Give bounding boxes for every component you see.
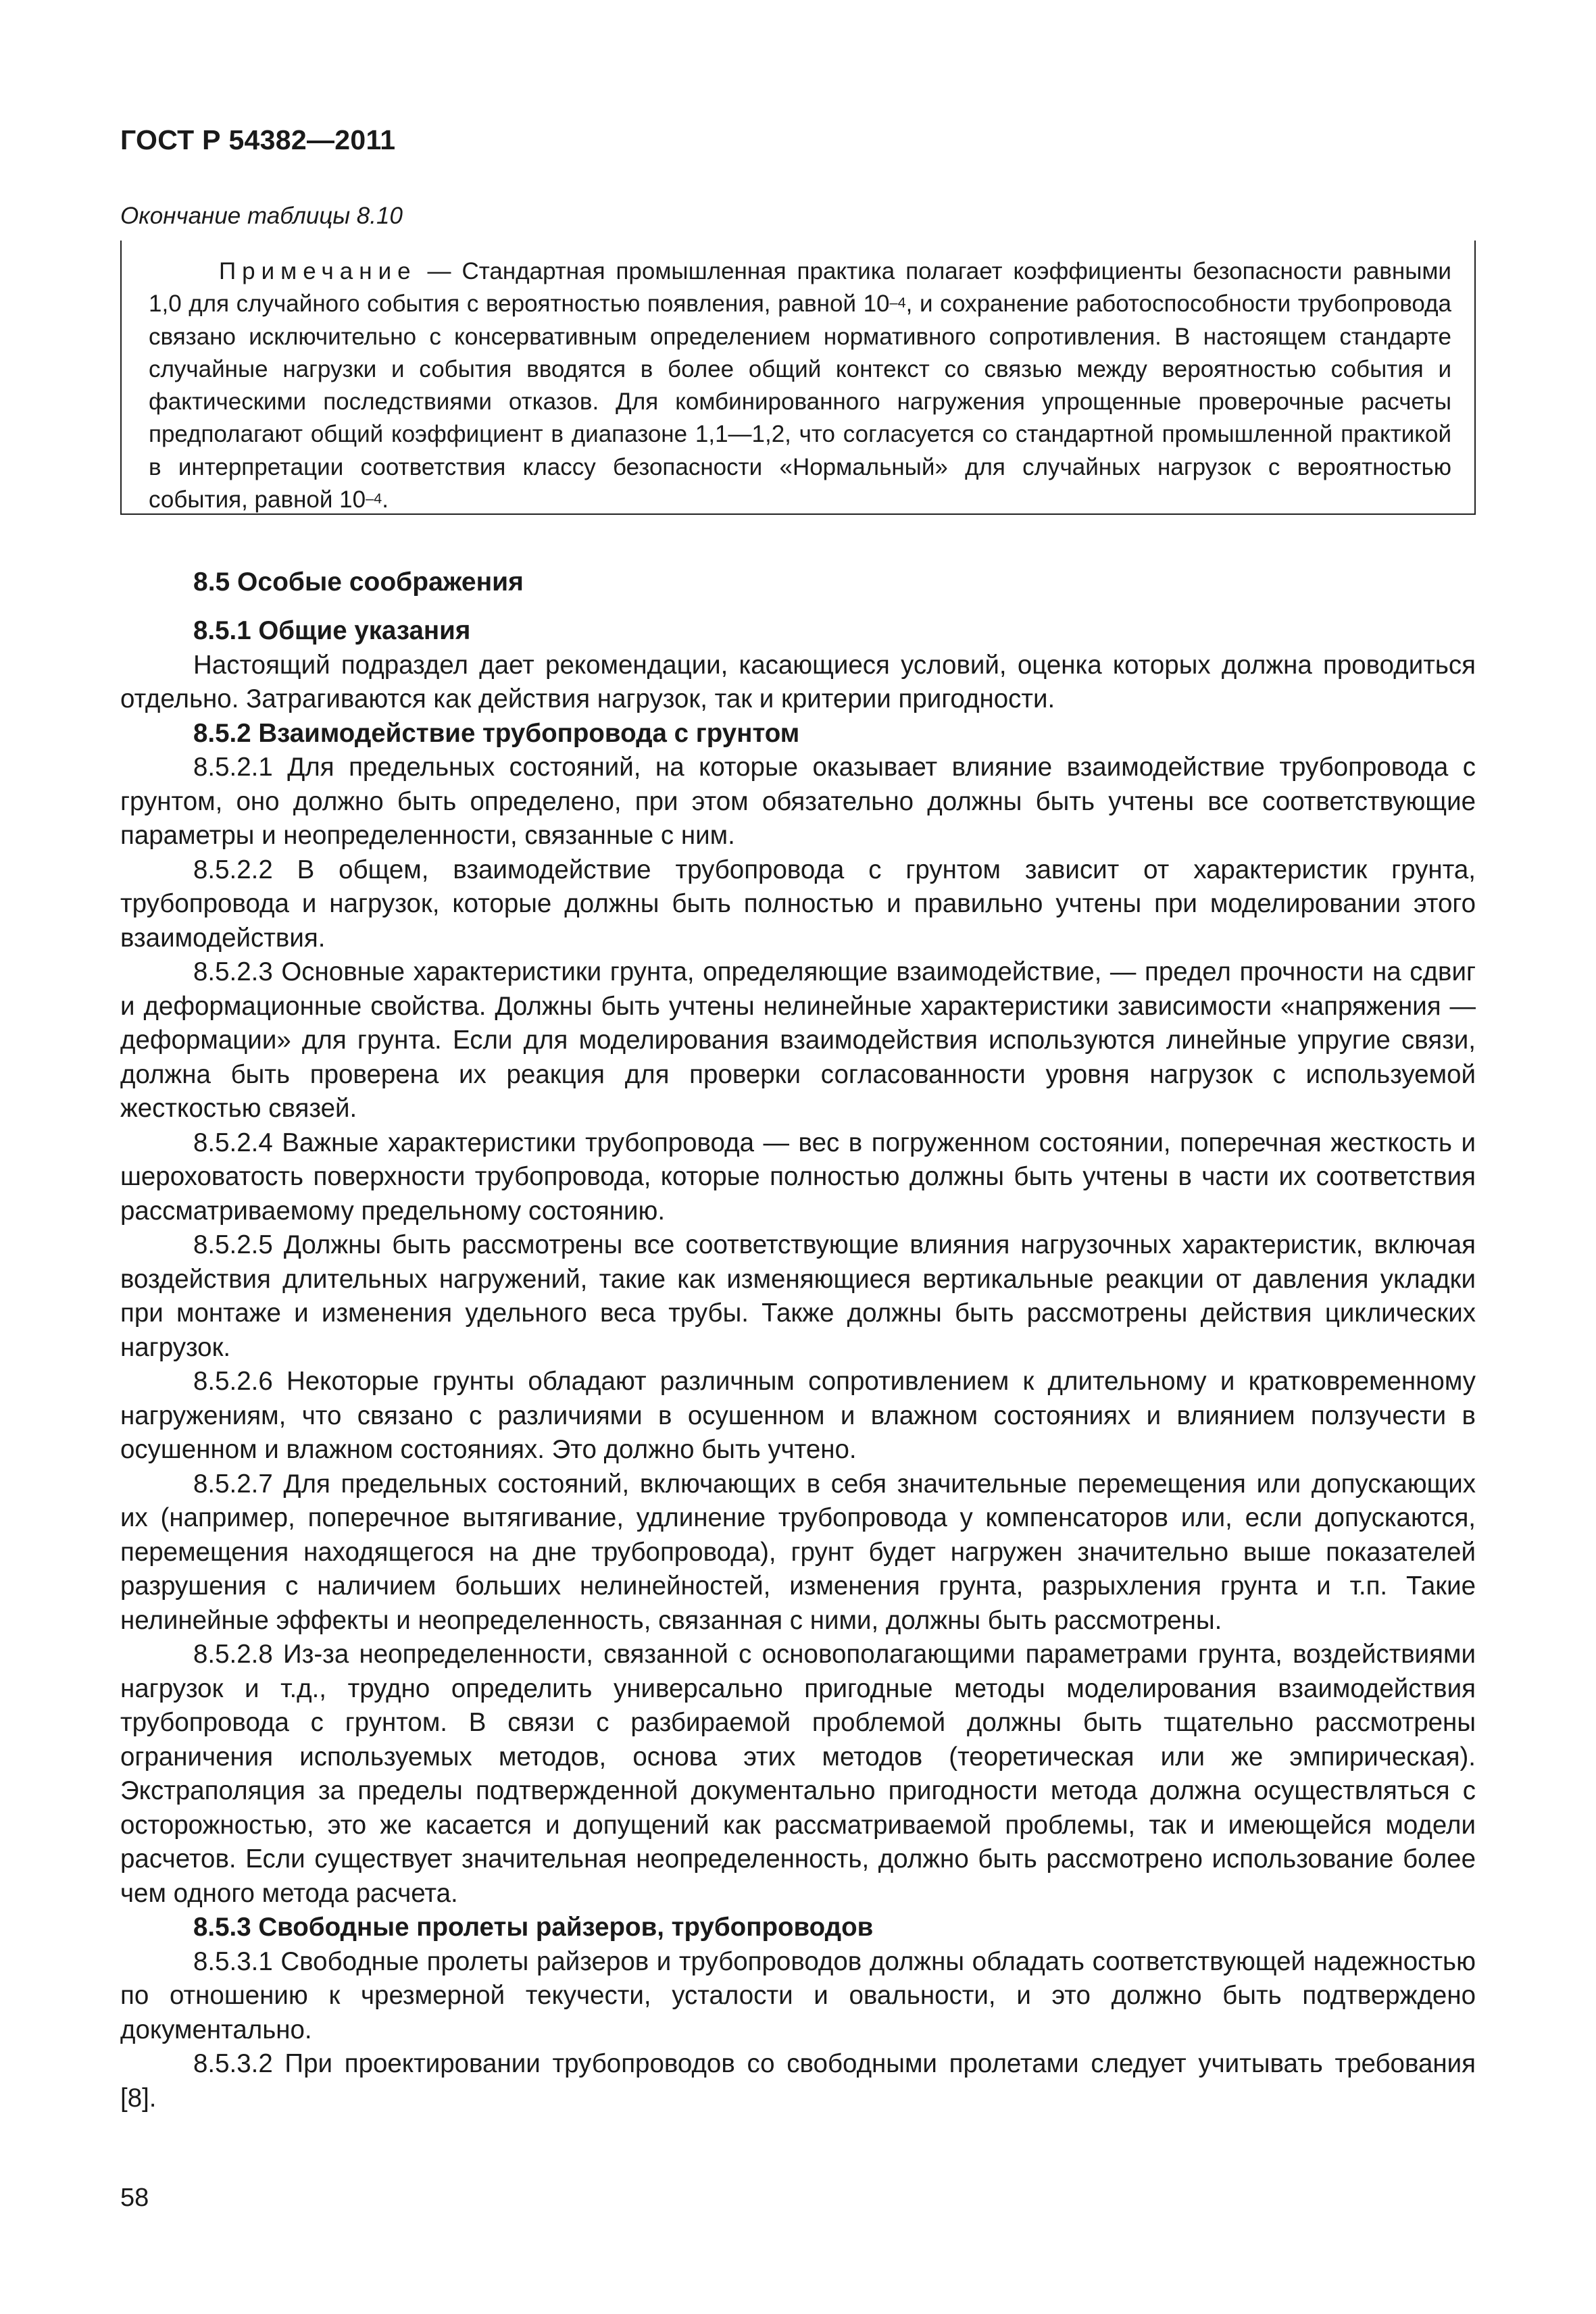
subsection-heading-8-5-1: 8.5.1 Общие указания [193,616,471,645]
paragraph-8-5-3-2: 8.5.3.2 При проектировании трубопроводов со свободными пролетами следует учитывать требования [8]. [120,2049,1476,2113]
paragraph-8-5-2-8: 8.5.2.8 Из-за неопределенности, связанной с основополагающими параметрами грунта, воздействиями нагрузок и т.д., трудно определить универсально пригодные методы моделирования взаимодействия трубопровода с грунтом. В связи с разбираемой проблемой должны быть тщательно рассмотрены ограничения используемых методов, основа этих методов (теоретическая или же эмпирическая). Экстраполяция за пределы подтвержденной документально пригодности метода должна осуществляться с осторожностью, это же касается и допущений как рассматриваемой проблемы, так и имеющейся модели расчетов. Если существует значительная неопределенность, должно быть рассмотрено использование более чем одного метода расчета. [120,1640,1476,1908]
paragraph-8-5-2-3: 8.5.2.3 Основные характеристики грунта, определяющие взаимодействие, — предел прочности на сдвиг и деформационные свойства. Должны быть учтены нелинейные характеристики зависимости «напряжения — деформации» для грунта. Если для моделирования взаимодействия используются линейные упругие связи, должна быть проверена их реакция для проверки согласованности уровня нагрузок с используемой жесткостью связей. [120,957,1476,1123]
subsection-heading-8-5-3: 8.5.3 Свободные пролеты райзеров, трубопроводов [193,1913,874,1942]
note-text-part: — Стандартная промышленная практика полагает коэффициенты безопасности равными 1,0 для случайного события с вероятностью появления, равной 10 [149,258,1451,318]
paragraph-8-5-2-6: 8.5.2.6 Некоторые грунты обладают различным сопротивлением к длительному и кратковременному нагружениям, что связано с различиями в осушенном и влажном состояниях и влиянием ползучести в осушенном и влажном состояниях. Это должно быть учтено. [120,1367,1476,1464]
section-heading: 8.5 Особые соображения [193,568,524,597]
paragraph-8-5-2-1: 8.5.2.1 Для предельных состояний, на которые оказывает влияние взаимодействие трубопровода с грунтом, оно должно быть определено, при этом обязательно должны быть учтены все соответствующие параметры и неопределенности, связанные с ним. [120,753,1476,850]
document-code: ГОСТ Р 54382—2011 [120,124,396,155]
subsection-heading-8-5-2: 8.5.2 Взаимодействие трубопровода с грунтом [193,718,800,748]
note-text-part: . [382,486,389,513]
table-note [149,255,1451,516]
note-text-part: , и сохранение работоспособности трубопровода связано исключительно с консервативным определением нормативного сопротивления. В настоящем стандарте случайные нагрузки и события вводятся в более общий контекст со связью между вероятностью события и фактическими последствиями отказов. Для комбинированного нагружения упрощенные проверочные расчеты предполагают общий коэффициент в диапазоне 1,1—1,2, что согласуется со стандартной промышленной практикой в интерпретации соответствия классу безопасности «Нормальный» для случайных нагрузок с вероятностью события, равной 10 [149,291,1451,513]
paragraph-8-5-3-1: 8.5.3.1 Свободные пролеты райзеров и трубопроводов должны обладать соответствующей надежностью по отношению к чрезмерной текучести, усталости и овальности, и это должно быть подтверждено документально. [120,1946,1476,2044]
paragraph-8-5-2-4: 8.5.2.4 Важные характеристики трубопровода — вес в погруженном состоянии, поперечная жесткость и шероховатость поверхности трубопровода, которые полностью должны быть учтены в части их соответствия рассматриваемому предельному состоянию. [120,1128,1476,1226]
note-label: Примечание [219,258,417,284]
paragraph-8-5-2-7: 8.5.2.7 Для предельных состояний, включающих в себя значительные перемещения или допускающих их (например, поперечное вытягивание, удлинение трубопровода у компенсаторов или, если допускаются, перемещения находящегося на дне трубопровода), грунт будет нагружен значительно выше показателей разрушения с наличием больших нелинейностей, изменения грунта, разрыхления грунта и т.п. Такие нелинейные эффекты и неопределенность, связанная с ними, должны быть рассмотрены. [120,1469,1476,1635]
section-8-5 [120,565,1476,2115]
paragraph-8-5-2-5: 8.5.2.5 Должны быть рассмотрены все соответствующие влияния нагрузочных характеристик, включая воздействия длительных нагружений, такие как изменяющиеся вертикальные реакции от давления укладки при монтаже и изменения удельного веса трубы. Также должны быть рассмотрены действия циклических нагрузок. [120,1230,1476,1362]
note-exponent: –4 [366,489,382,507]
note-exponent: –4 [889,293,906,311]
paragraph-8-5-1: Настоящий подраздел дает рекомендации, касающиеся условий, оценка которых должна проводиться отдельно. Затрагиваются как действия нагрузок, так и критерии пригодности. [120,650,1476,713]
table-continuation-caption: Окончание таблицы 8.10 [120,203,403,229]
page-number: 58 [120,2184,149,2212]
table-note-cell [120,241,1476,515]
paragraph-8-5-2-2: 8.5.2.2 В общем, взаимодействие трубопровода с грунтом зависит от характеристик грунта, трубопровода и нагрузок, которые должны быть полностью и правильно учтены при моделировании этого взаимодействия. [120,855,1476,953]
